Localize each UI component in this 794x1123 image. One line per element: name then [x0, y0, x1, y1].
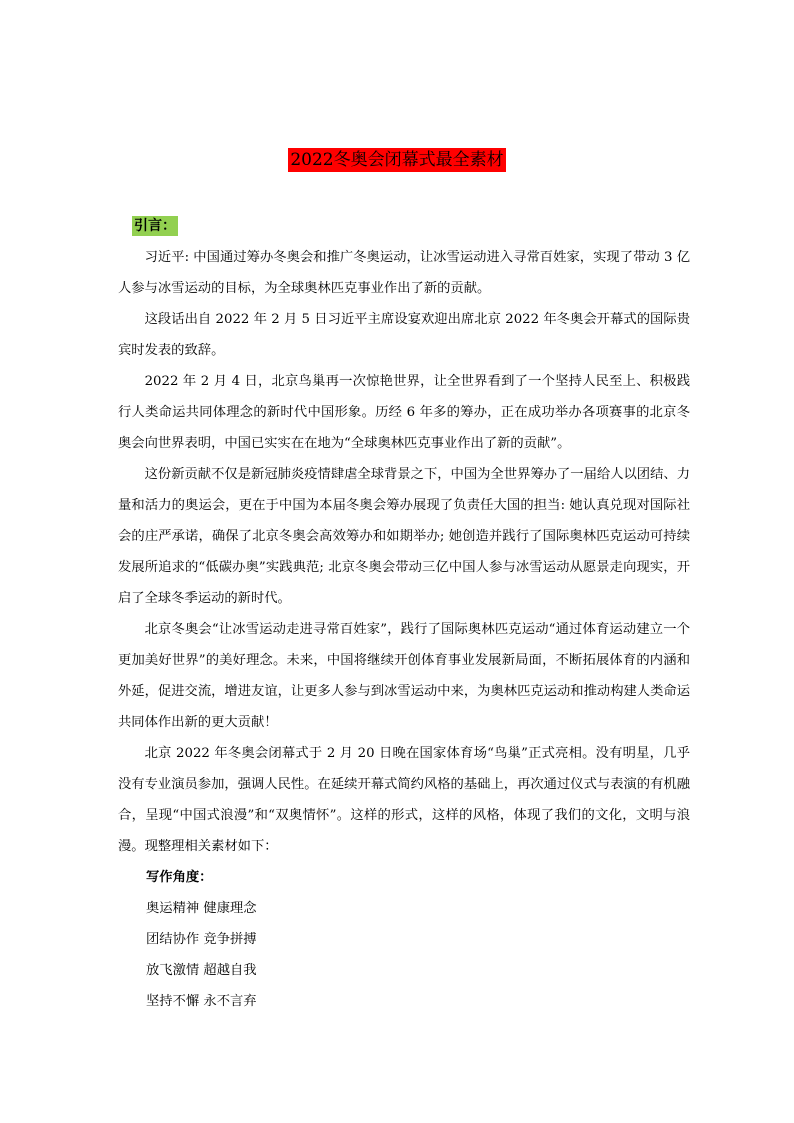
- document-title: 2022冬奥会闭幕式最全素材: [290, 150, 504, 170]
- writing-angle-item: 奥运精神 健康理念: [146, 901, 257, 916]
- writing-angle-item: 团结协作 竞争拼搏: [146, 932, 257, 947]
- writing-angle-list: [118, 893, 690, 1017]
- writing-angle-item: 放飞激情 超越自我: [146, 963, 257, 978]
- paragraph-3: 2022 年 2 月 4 日，北京鸟巢再一次惊艳世界，让全世界看到了一个坚持人民至上、积极践行人类命运共同体理念的新时代中国形象。历经 6 年多的筹办，正在成功举办各项赛事的北京冬奥会向世界表明，中国已实实在在地为“全球奥林匹克事业作出了新的贡献”。: [118, 374, 690, 451]
- paragraph-6: 北京 2022 年冬奥会闭幕式于 2 月 20 日晚在国家体育场“鸟巢”正式亮相。没有明星，几乎没有专业演员参加，强调人民性。在延续开幕式简约风格的基础上，再次通过仪式与表演的有机融合，呈现“中国式浪漫”和“双奥情怀”。这样的形式，这样的风格，体现了我们的文化，文明与浪漫。现整理相关素材如下：: [118, 746, 690, 854]
- writing-angle-item: 坚持不懈 永不言弃: [146, 994, 257, 1009]
- writing-angle-heading: 写作角度：: [146, 870, 213, 885]
- title-wrapper: [0, 148, 794, 172]
- intro-label: 引言：: [134, 218, 176, 234]
- paragraph-2: 这段话出自 2022 年 2 月 5 日习近平主席设宴欢迎出席北京 2022 年冬奥会开幕式的国际贵宾时发表的致辞。: [118, 312, 690, 358]
- paragraph-4: 这份新贡献不仅是新冠肺炎疫情肆虐全球背景之下，中国为全世界筹办了一届给人以团结、力量和活力的奥运会，更在于中国为本届冬奥会筹办展现了负责任大国的担当: 她认真兑现对国际社会的庄严承诺，确保了北京冬奥会高效筹办和如期举办; 她创造并践行了国际奥林匹克运动可持续发展所追求的“低碳办奥”实践典范; 北京冬奥会带动三亿中国人参与冰雪运动从愿景走向现实，开启了全球冬季运动的新时代。: [118, 467, 690, 606]
- document-body: [118, 242, 690, 1017]
- paragraph-1: 习近平: 中国通过筹办冬奥会和推广冬奥运动，让冰雪运动进入寻常百姓家，实现了带动 3 亿人参与冰雪运动的目标，为全球奥林匹克事业作出了新的贡献。: [118, 250, 690, 296]
- paragraph-5: 北京冬奥会“让冰雪运动走进寻常百姓家”，践行了国际奥林匹克运动“通过体育运动建立一个更加美好世界”的美好理念。未来，中国将继续开创体育事业发展新局面，不断拓展体育的内涵和外延，促进交流，增进友谊，让更多人参与到冰雪运动中来，为奥林匹克运动和推动构建人类命运共同体作出新的更大贡献！: [118, 622, 690, 730]
